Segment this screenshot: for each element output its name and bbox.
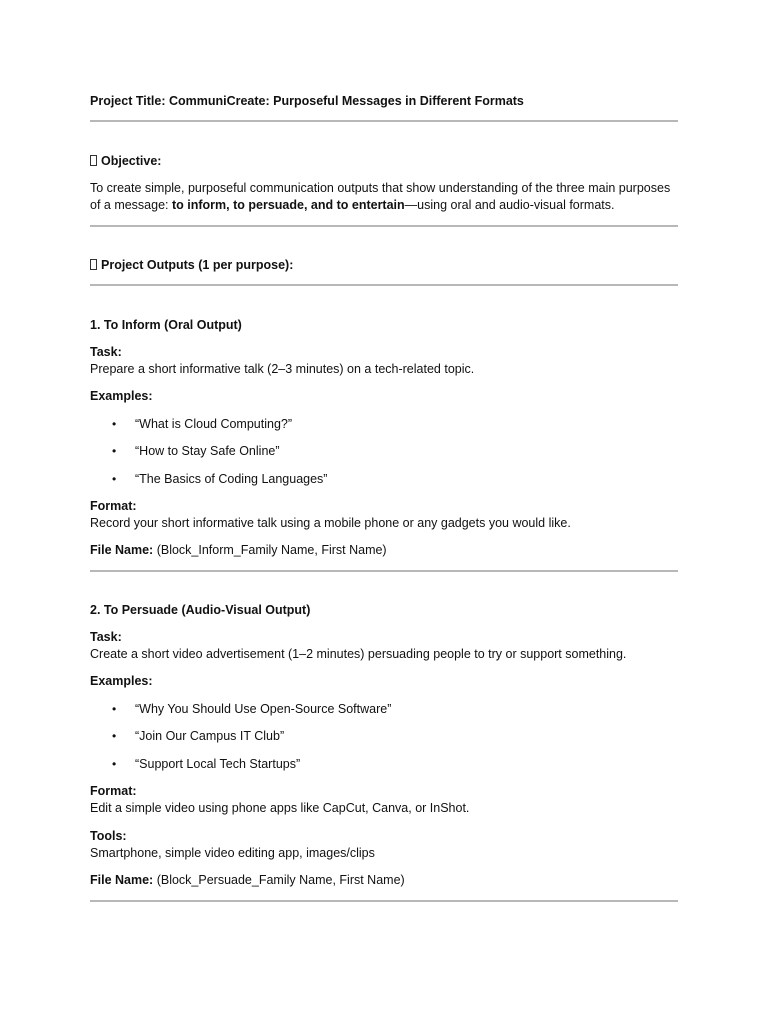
- task-label: Task:: [90, 345, 122, 359]
- file-name-line: [90, 542, 680, 559]
- bullet: •: [112, 417, 117, 431]
- missing-glyph-icon: [90, 259, 97, 270]
- objective-heading: [90, 153, 680, 170]
- divider: [90, 284, 678, 286]
- project-title: Project Title: CommuniCreate: Purposeful Messages in Different Formats: [90, 94, 524, 108]
- bullet: •: [112, 729, 117, 743]
- objective-text: [90, 180, 680, 214]
- example-text: “Join Our Campus IT Club”: [135, 729, 285, 743]
- objective-text-part: To create simple, purposeful communication outputs that show understanding of the three main purposes of a message:: [90, 181, 671, 212]
- outputs-heading: [90, 257, 680, 274]
- file-name-value: (Block_Persuade_Family Name, First Name): [153, 873, 405, 887]
- format-text: Record your short informative talk using a mobile phone or any gadgets you would like.: [90, 516, 571, 530]
- tools-text: Smartphone, simple video editing app, images/clips: [90, 846, 375, 860]
- divider: [90, 570, 678, 572]
- file-name-label: File Name:: [90, 873, 154, 887]
- example-text: “The Basics of Coding Languages”: [135, 472, 328, 486]
- bullet: •: [112, 444, 117, 458]
- outputs-heading-text: Project Outputs (1 per purpose):: [101, 258, 294, 272]
- objective-text-part: —using oral and audio-visual formats.: [404, 198, 615, 212]
- example-text: “How to Stay Safe Online”: [135, 444, 280, 458]
- example-text: “Why You Should Use Open-Source Software”: [135, 702, 392, 716]
- bullet: •: [112, 472, 117, 486]
- format-text: Edit a simple video using phone apps like CapCut, Canva, or InShot.: [90, 801, 470, 815]
- example-text: “Support Local Tech Startups”: [135, 757, 301, 771]
- format-label: Format:: [90, 784, 137, 798]
- objective-text-bold: to inform, to persuade, and to entertain: [172, 198, 405, 212]
- divider: [90, 120, 678, 122]
- task-label: Task:: [90, 630, 122, 644]
- bullet: •: [112, 757, 117, 771]
- task-text: Prepare a short informative talk (2–3 minutes) on a tech-related topic.: [90, 362, 475, 376]
- file-name-label: File Name:: [90, 543, 154, 557]
- tools-label: Tools:: [90, 829, 127, 843]
- divider: [90, 900, 678, 902]
- bullet: •: [112, 702, 117, 716]
- missing-glyph-icon: [90, 155, 97, 166]
- example-text: “What is Cloud Computing?”: [135, 417, 293, 431]
- section-heading: 1. To Inform (Oral Output): [90, 318, 242, 332]
- examples-label: Examples:: [90, 389, 153, 403]
- file-name-value: (Block_Inform_Family Name, First Name): [153, 543, 387, 557]
- examples-label: Examples:: [90, 674, 153, 688]
- file-name-line: [90, 872, 680, 889]
- task-text: Create a short video advertisement (1–2 minutes) persuading people to try or support something.: [90, 647, 627, 661]
- section-heading: 2. To Persuade (Audio-Visual Output): [90, 603, 311, 617]
- format-label: Format:: [90, 499, 137, 513]
- divider: [90, 225, 678, 227]
- objective-heading-text: Objective:: [101, 154, 162, 168]
